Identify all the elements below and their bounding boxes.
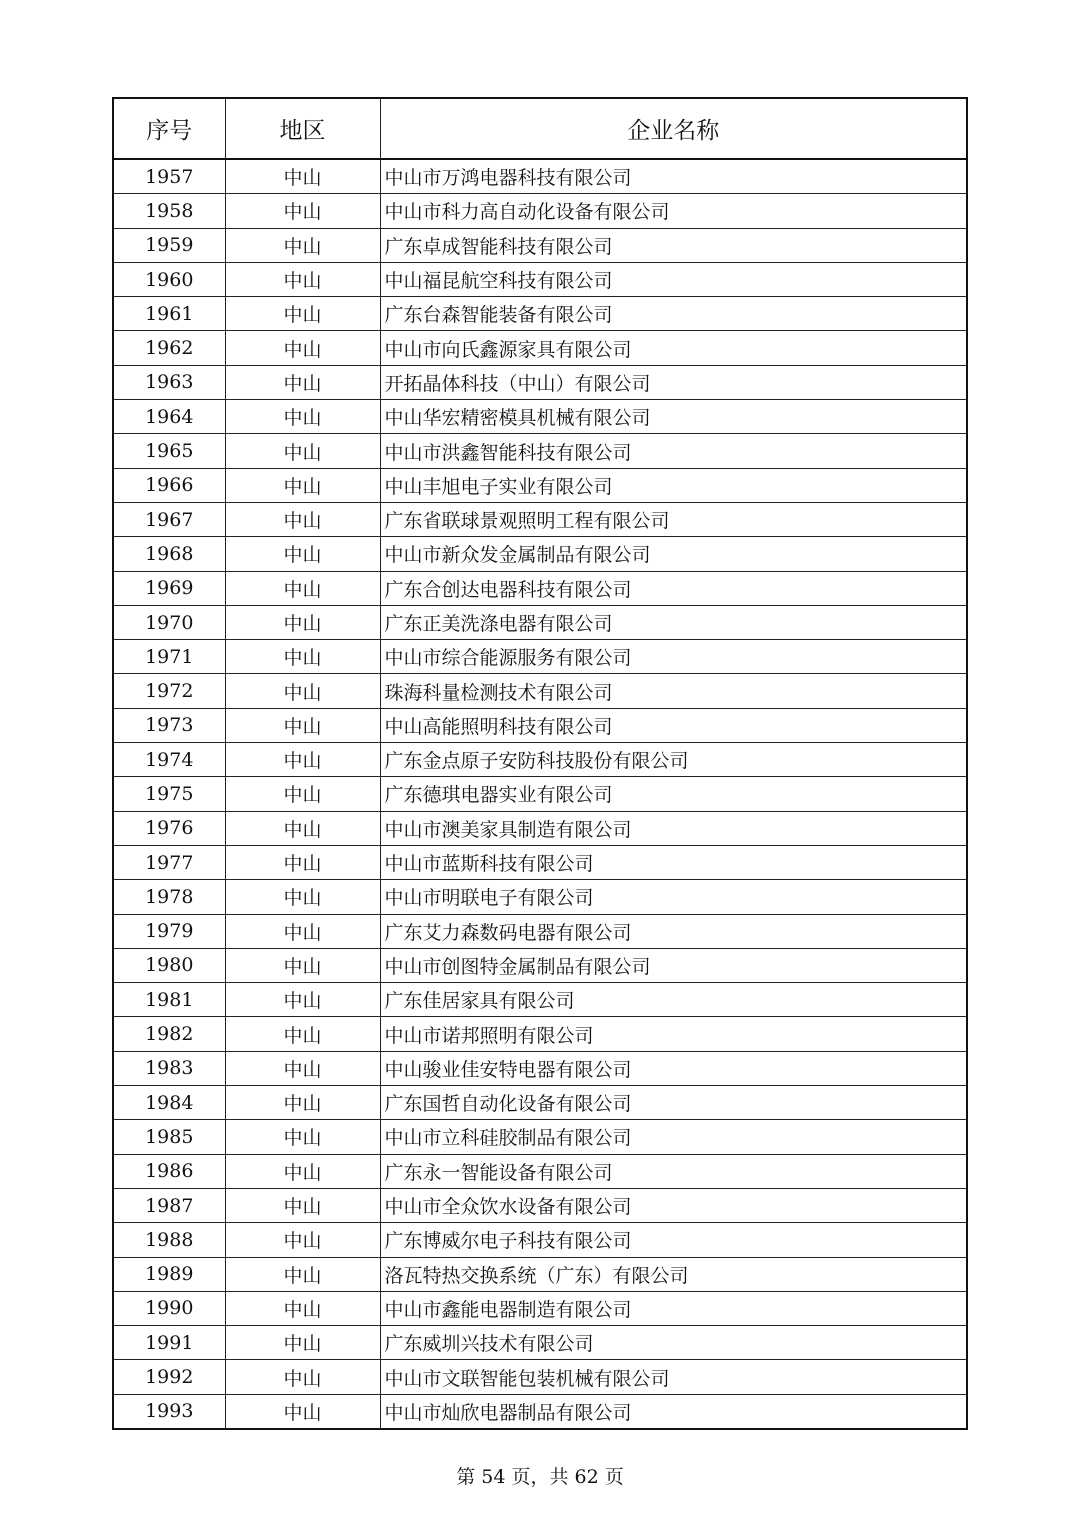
cell-region: 中山 <box>225 297 380 331</box>
cell-region: 中山 <box>225 914 380 948</box>
table-row <box>113 1017 967 1051</box>
cell-region: 中山 <box>225 159 380 194</box>
cell-company-name: 广东德琪电器实业有限公司 <box>380 777 967 811</box>
cell-region: 中山 <box>225 674 380 708</box>
cell-company-name: 中山市鑫能电器制造有限公司 <box>380 1291 967 1325</box>
cell-region: 中山 <box>225 502 380 536</box>
table-row <box>113 1154 967 1188</box>
cell-seq: 1969 <box>113 571 225 605</box>
cell-region: 中山 <box>225 708 380 742</box>
table-row <box>113 400 967 434</box>
cell-company-name: 中山市蓝斯科技有限公司 <box>380 845 967 879</box>
cell-region: 中山 <box>225 743 380 777</box>
table-row <box>113 468 967 502</box>
table-row <box>113 331 967 365</box>
table-row <box>113 914 967 948</box>
table-row <box>113 1120 967 1154</box>
table-body <box>113 159 967 1429</box>
table-row <box>113 1086 967 1120</box>
table-row <box>113 1188 967 1222</box>
cell-company-name: 中山市洪鑫智能科技有限公司 <box>380 434 967 468</box>
cell-company-name: 中山市明联电子有限公司 <box>380 880 967 914</box>
cell-seq: 1965 <box>113 434 225 468</box>
cell-seq: 1957 <box>113 159 225 194</box>
cell-region: 中山 <box>225 948 380 982</box>
cell-seq: 1971 <box>113 640 225 674</box>
cell-region: 中山 <box>225 194 380 228</box>
cell-region: 中山 <box>225 434 380 468</box>
cell-region: 中山 <box>225 1326 380 1360</box>
cell-seq: 1982 <box>113 1017 225 1051</box>
cell-region: 中山 <box>225 1394 380 1429</box>
cell-company-name: 广东艾力森数码电器有限公司 <box>380 914 967 948</box>
table-row <box>113 1291 967 1325</box>
cell-company-name: 中山市向氏鑫源家具有限公司 <box>380 331 967 365</box>
table-row <box>113 434 967 468</box>
cell-seq: 1961 <box>113 297 225 331</box>
cell-region: 中山 <box>225 1291 380 1325</box>
cell-company-name: 中山市科力高自动化设备有限公司 <box>380 194 967 228</box>
cell-company-name: 中山福昆航空科技有限公司 <box>380 262 967 296</box>
table-row <box>113 262 967 296</box>
cell-seq: 1976 <box>113 811 225 845</box>
table-row <box>113 743 967 777</box>
cell-seq: 1986 <box>113 1154 225 1188</box>
cell-region: 中山 <box>225 331 380 365</box>
cell-region: 中山 <box>225 845 380 879</box>
cell-region: 中山 <box>225 468 380 502</box>
cell-company-name: 广东合创达电器科技有限公司 <box>380 571 967 605</box>
table-row <box>113 605 967 639</box>
table-row <box>113 1360 967 1394</box>
cell-region: 中山 <box>225 1120 380 1154</box>
cell-company-name: 广东永一智能设备有限公司 <box>380 1154 967 1188</box>
cell-company-name: 中山市万鸿电器科技有限公司 <box>380 159 967 194</box>
table-row <box>113 948 967 982</box>
enterprise-table <box>112 97 968 1430</box>
cell-region: 中山 <box>225 880 380 914</box>
cell-seq: 1989 <box>113 1257 225 1291</box>
cell-region: 中山 <box>225 400 380 434</box>
column-header-name: 企业名称 <box>380 98 967 159</box>
cell-company-name: 中山市立科硅胶制品有限公司 <box>380 1120 967 1154</box>
cell-company-name: 中山市文联智能包装机械有限公司 <box>380 1360 967 1394</box>
cell-region: 中山 <box>225 640 380 674</box>
table-row <box>113 1394 967 1429</box>
cell-region: 中山 <box>225 1154 380 1188</box>
table-row <box>113 537 967 571</box>
cell-company-name: 广东国哲自动化设备有限公司 <box>380 1086 967 1120</box>
cell-region: 中山 <box>225 1257 380 1291</box>
column-header-seq: 序号 <box>113 98 225 159</box>
cell-seq: 1991 <box>113 1326 225 1360</box>
cell-region: 中山 <box>225 1017 380 1051</box>
cell-region: 中山 <box>225 1360 380 1394</box>
table-row <box>113 194 967 228</box>
cell-region: 中山 <box>225 605 380 639</box>
cell-company-name: 中山市新众发金属制品有限公司 <box>380 537 967 571</box>
cell-region: 中山 <box>225 365 380 399</box>
cell-seq: 1987 <box>113 1188 225 1222</box>
table-row <box>113 297 967 331</box>
cell-seq: 1975 <box>113 777 225 811</box>
cell-company-name: 广东佳居家具有限公司 <box>380 983 967 1017</box>
cell-seq: 1977 <box>113 845 225 879</box>
cell-company-name: 中山华宏精密模具机械有限公司 <box>380 400 967 434</box>
cell-region: 中山 <box>225 777 380 811</box>
cell-seq: 1992 <box>113 1360 225 1394</box>
cell-region: 中山 <box>225 537 380 571</box>
cell-region: 中山 <box>225 1188 380 1222</box>
cell-seq: 1984 <box>113 1086 225 1120</box>
table-row <box>113 1326 967 1360</box>
cell-seq: 1974 <box>113 743 225 777</box>
cell-region: 中山 <box>225 1051 380 1085</box>
cell-company-name: 广东金点原子安防科技股份有限公司 <box>380 743 967 777</box>
cell-company-name: 广东威圳兴技术有限公司 <box>380 1326 967 1360</box>
cell-company-name: 中山丰旭电子实业有限公司 <box>380 468 967 502</box>
table-row <box>113 708 967 742</box>
cell-seq: 1978 <box>113 880 225 914</box>
table-row <box>113 845 967 879</box>
cell-region: 中山 <box>225 262 380 296</box>
cell-company-name: 中山高能照明科技有限公司 <box>380 708 967 742</box>
cell-company-name: 珠海科量检测技术有限公司 <box>380 674 967 708</box>
cell-seq: 1980 <box>113 948 225 982</box>
cell-company-name: 中山市综合能源服务有限公司 <box>380 640 967 674</box>
cell-seq: 1979 <box>113 914 225 948</box>
cell-company-name: 中山骏业佳安特电器有限公司 <box>380 1051 967 1085</box>
cell-seq: 1958 <box>113 194 225 228</box>
cell-company-name: 中山市全众饮水设备有限公司 <box>380 1188 967 1222</box>
cell-seq: 1972 <box>113 674 225 708</box>
cell-seq: 1968 <box>113 537 225 571</box>
cell-region: 中山 <box>225 811 380 845</box>
cell-region: 中山 <box>225 1086 380 1120</box>
cell-seq: 1981 <box>113 983 225 1017</box>
cell-seq: 1973 <box>113 708 225 742</box>
cell-seq: 1988 <box>113 1223 225 1257</box>
cell-seq: 1966 <box>113 468 225 502</box>
table-row <box>113 1051 967 1085</box>
table-row <box>113 1223 967 1257</box>
table-header-row <box>113 98 967 159</box>
cell-seq: 1990 <box>113 1291 225 1325</box>
cell-company-name: 中山市诺邦照明有限公司 <box>380 1017 967 1051</box>
cell-seq: 1962 <box>113 331 225 365</box>
cell-company-name: 中山市澳美家具制造有限公司 <box>380 811 967 845</box>
cell-seq: 1967 <box>113 502 225 536</box>
cell-company-name: 广东台森智能装备有限公司 <box>380 297 967 331</box>
column-header-region: 地区 <box>225 98 380 159</box>
cell-region: 中山 <box>225 571 380 605</box>
table-row <box>113 983 967 1017</box>
cell-region: 中山 <box>225 228 380 262</box>
cell-company-name: 广东卓成智能科技有限公司 <box>380 228 967 262</box>
cell-company-name: 广东省联球景观照明工程有限公司 <box>380 502 967 536</box>
cell-company-name: 洛瓦特热交换系统（广东）有限公司 <box>380 1257 967 1291</box>
table-row <box>113 571 967 605</box>
cell-company-name: 中山市灿欣电器制品有限公司 <box>380 1394 967 1429</box>
table-row <box>113 674 967 708</box>
table-row <box>113 159 967 194</box>
cell-seq: 1983 <box>113 1051 225 1085</box>
cell-seq: 1993 <box>113 1394 225 1429</box>
cell-region: 中山 <box>225 1223 380 1257</box>
table-row <box>113 1257 967 1291</box>
cell-company-name: 广东博威尔电子科技有限公司 <box>380 1223 967 1257</box>
cell-region: 中山 <box>225 983 380 1017</box>
cell-seq: 1960 <box>113 262 225 296</box>
table-row <box>113 502 967 536</box>
table-row <box>113 640 967 674</box>
table-row <box>113 811 967 845</box>
table-row <box>113 777 967 811</box>
table-row <box>113 228 967 262</box>
table-header <box>113 98 967 159</box>
cell-seq: 1970 <box>113 605 225 639</box>
page-number-footer: 第 54 页，共 62 页 <box>456 1466 624 1488</box>
cell-company-name: 广东正美洗涤电器有限公司 <box>380 605 967 639</box>
cell-company-name: 中山市创图特金属制品有限公司 <box>380 948 967 982</box>
cell-seq: 1963 <box>113 365 225 399</box>
table-row <box>113 365 967 399</box>
cell-company-name: 开拓晶体科技（中山）有限公司 <box>380 365 967 399</box>
cell-seq: 1959 <box>113 228 225 262</box>
table-row <box>113 880 967 914</box>
cell-seq: 1985 <box>113 1120 225 1154</box>
cell-seq: 1964 <box>113 400 225 434</box>
enterprise-table-container <box>112 97 966 1430</box>
